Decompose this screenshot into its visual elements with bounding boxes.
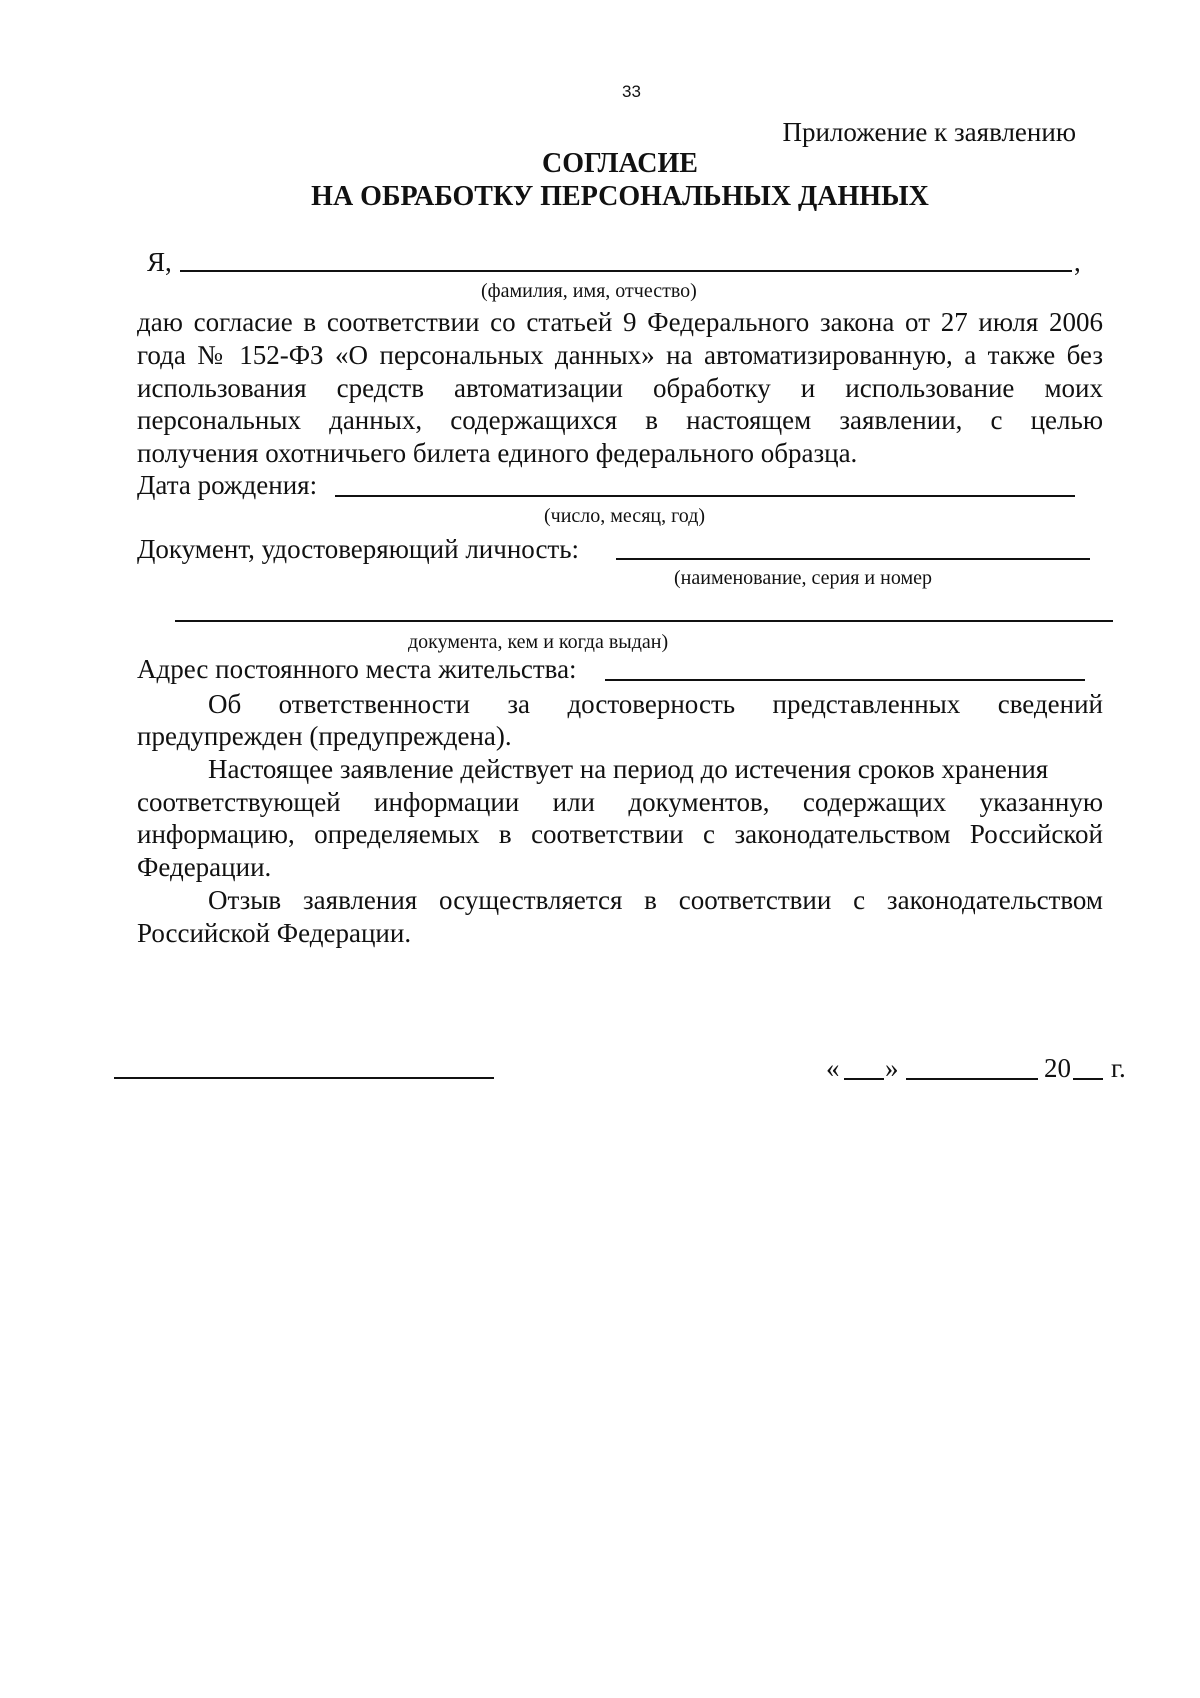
consent-line-4: персональных данных, содержащихся в настоящем заявлении, с целью <box>137 405 1103 435</box>
date-open-quote: « <box>826 1053 840 1083</box>
revocation-line-2: Российской Федерации. <box>137 918 412 948</box>
consent-line-1: даю согласие в соответствии со статьей 9 Федерального закона от 27 июля 2006 <box>137 307 1103 337</box>
identity-doc-hint-1: (наименование, серия и номер <box>674 567 932 589</box>
responsibility-line-1: Об ответственности за достоверность представленных сведений <box>208 689 1103 719</box>
identity-doc-field-line[interactable] <box>616 558 1090 560</box>
date-year-prefix: 20 <box>1044 1053 1071 1083</box>
date-month-field-line[interactable] <box>906 1078 1038 1080</box>
birth-date-hint: (число, месяц, год) <box>544 505 706 527</box>
appendix-note: Приложение к заявлению <box>782 117 1076 147</box>
identity-doc-field-line-2[interactable] <box>175 620 1113 622</box>
fio-hint: (фамилия, имя, отчество) <box>481 280 697 302</box>
document-subtitle: НА ОБРАБОТКУ ПЕРСОНАЛЬНЫХ ДАННЫХ <box>311 181 929 212</box>
date-close-quote: » <box>885 1053 899 1083</box>
fio-field-line[interactable] <box>180 270 1072 272</box>
ya-label: Я, <box>147 247 172 277</box>
document-title: СОГЛАСИЕ <box>542 148 698 179</box>
address-field-line[interactable] <box>605 679 1085 681</box>
birth-date-field-line[interactable] <box>335 495 1075 497</box>
identity-doc-hint-2: документа, кем и когда выдан) <box>408 631 669 653</box>
validity-line-4: Федерации. <box>137 852 272 882</box>
validity-line-1: Настоящее заявление действует на период до истечения сроков хранения <box>208 754 1049 784</box>
consent-line-5: получения охотничьего билета единого федерального образца. <box>137 438 858 468</box>
responsibility-line-2: предупрежден (предупреждена). <box>137 721 512 751</box>
consent-line-3: использования средств автоматизации обработку и использование моих <box>137 373 1103 403</box>
date-suffix: г. <box>1111 1053 1126 1083</box>
identity-doc-label: Документ, удостоверяющий личность: <box>137 534 580 564</box>
revocation-line-1: Отзыв заявления осуществляется в соответствии с законодательством <box>208 885 1103 915</box>
page-number: 33 <box>622 82 641 101</box>
date-year-field-line[interactable] <box>1073 1078 1103 1080</box>
birth-date-label: Дата рождения: <box>137 470 318 500</box>
consent-line-2: года № 152-ФЗ «О персональных данных» на автоматизированную, а также без <box>137 340 1103 370</box>
ya-comma: , <box>1074 247 1081 277</box>
validity-line-3: информацию, определяемых в соответствии с законодательством Российской <box>137 819 1103 849</box>
address-label: Адрес постоянного места жительства: <box>137 654 577 684</box>
date-day-field-line[interactable] <box>844 1078 884 1080</box>
validity-line-2: соответствующей информации или документов, содержащих указанную <box>137 787 1103 817</box>
signature-field-line[interactable] <box>114 1077 494 1079</box>
